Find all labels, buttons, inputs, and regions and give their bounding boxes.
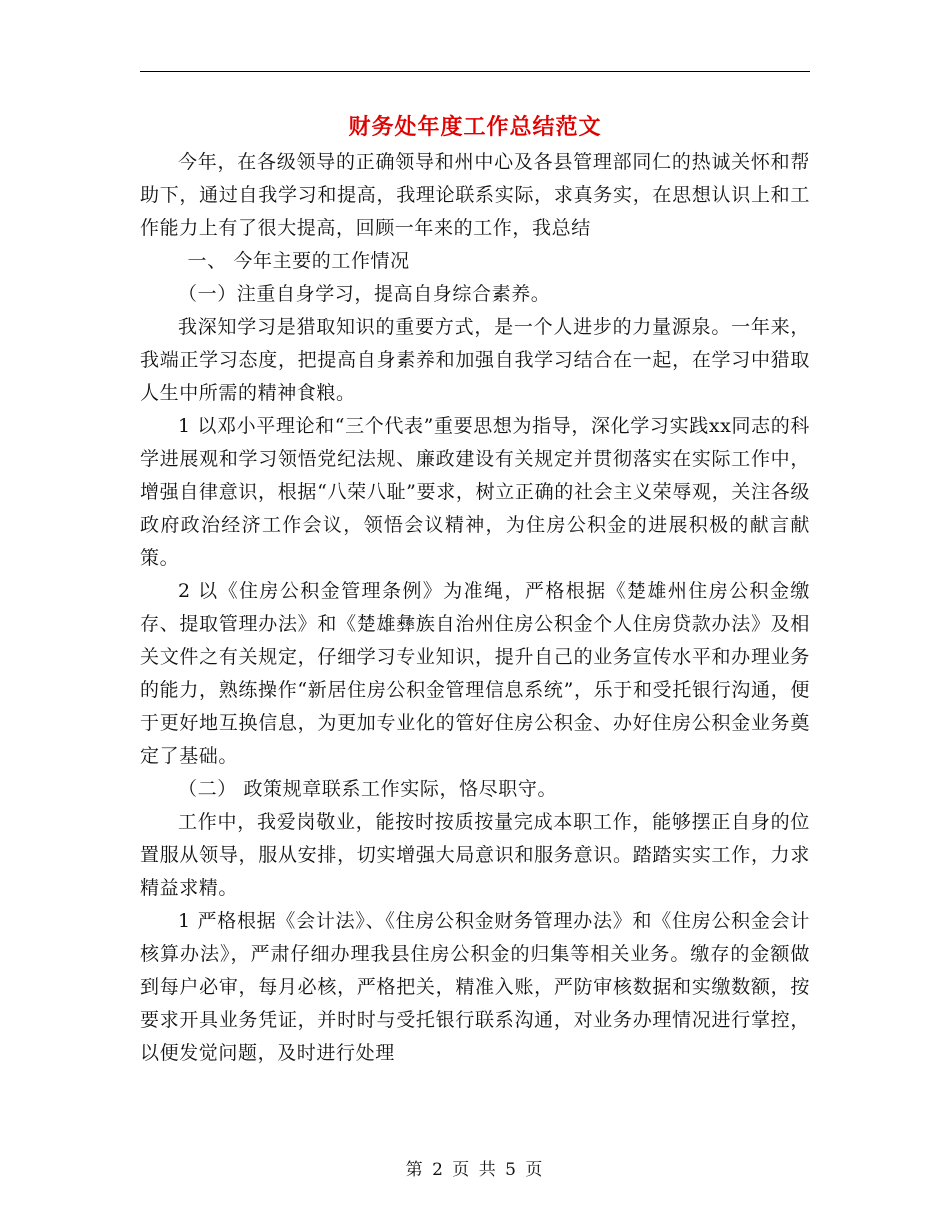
subsection-heading-1: （一）注重自身学习，提高自身综合素养。: [178, 283, 551, 305]
paragraph-item-2: 2 以《住房公积金管理条例》为准绳，严格根据《楚雄州住房公积金缴存、提取管理办法》和《楚雄彝族自治州住房公积金个人住房贷款办法》及相关文件之有关规定，仔细学习专业知识，提升自己的业务宣传水平和办理业务的能力，熟练操作“新居住房公积金管理信息系统”，乐于和受托银行沟通，便于更好地互换信息，为更加专业化的管好住房公积金、办好住房公积金业务奠定了基础。: [140, 580, 810, 767]
subsection-heading-2: （二） 政策规章联系工作实际，恪尽职守。: [178, 778, 558, 800]
paragraph-intro: 今年，在各级领导的正确领导和州中心及各县管理部同仁的热诚关怀和帮助下，通过自我学习和提高，我理论联系实际，求真务实，在思想认识上和工作能力上有了很大提高，回顾一年来的工作，我总结: [140, 151, 810, 239]
header-rule: [140, 71, 810, 72]
paragraph-study: 我深知学习是猎取知识的重要方式，是一个人进步的力量源泉。一年来，我端正学习态度，把提高自身素养和加强自我学习结合在一起，在学习中猎取人生中所需的精神食粮。: [140, 316, 810, 404]
paragraph-item-3: 1 严格根据《会计法》、《住房公积金财务管理办法》和《住房公积金会计核算办法》，严肃仔细办理我县住房公积金的归集等相关业务。缴存的金额做到每户必审，每月必核，严格把关，精准入账，严防审核数据和实缴数额，按要求开具业务凭证，并时时与受托银行联系沟通，对业务办理情况进行掌控，以便发觉问题，及时进行处理: [140, 910, 810, 1064]
page-number: 第 2 页 共 5 页: [405, 1160, 545, 1180]
section-heading-1: 一、 今年主要的工作情况: [187, 250, 410, 272]
paragraph-work: 工作中，我爱岗敬业，能按时按质按量完成本职工作，能够摆正自身的位置服从领导，服从安排，切实增强大局意识和服务意识。踏踏实实工作，力求精益求精。: [140, 811, 810, 899]
paragraph-item-1: 1 以邓小平理论和“三个代表”重要思想为指导，深化学习实践xx同志的科学进展观和学习领悟党纪法规、廉政建设有关规定并贯彻落实在实际工作中，增强自律意识，根据“八荣八耻”要求，树立正确的社会主义荣辱观，关注各级政府政治经济工作会议，领悟会议精神，为住房公积金的进展积极的献言献策。: [140, 415, 810, 569]
document-title: 财务处年度工作总结范文: [348, 115, 602, 140]
document-body: [140, 146, 810, 1070]
